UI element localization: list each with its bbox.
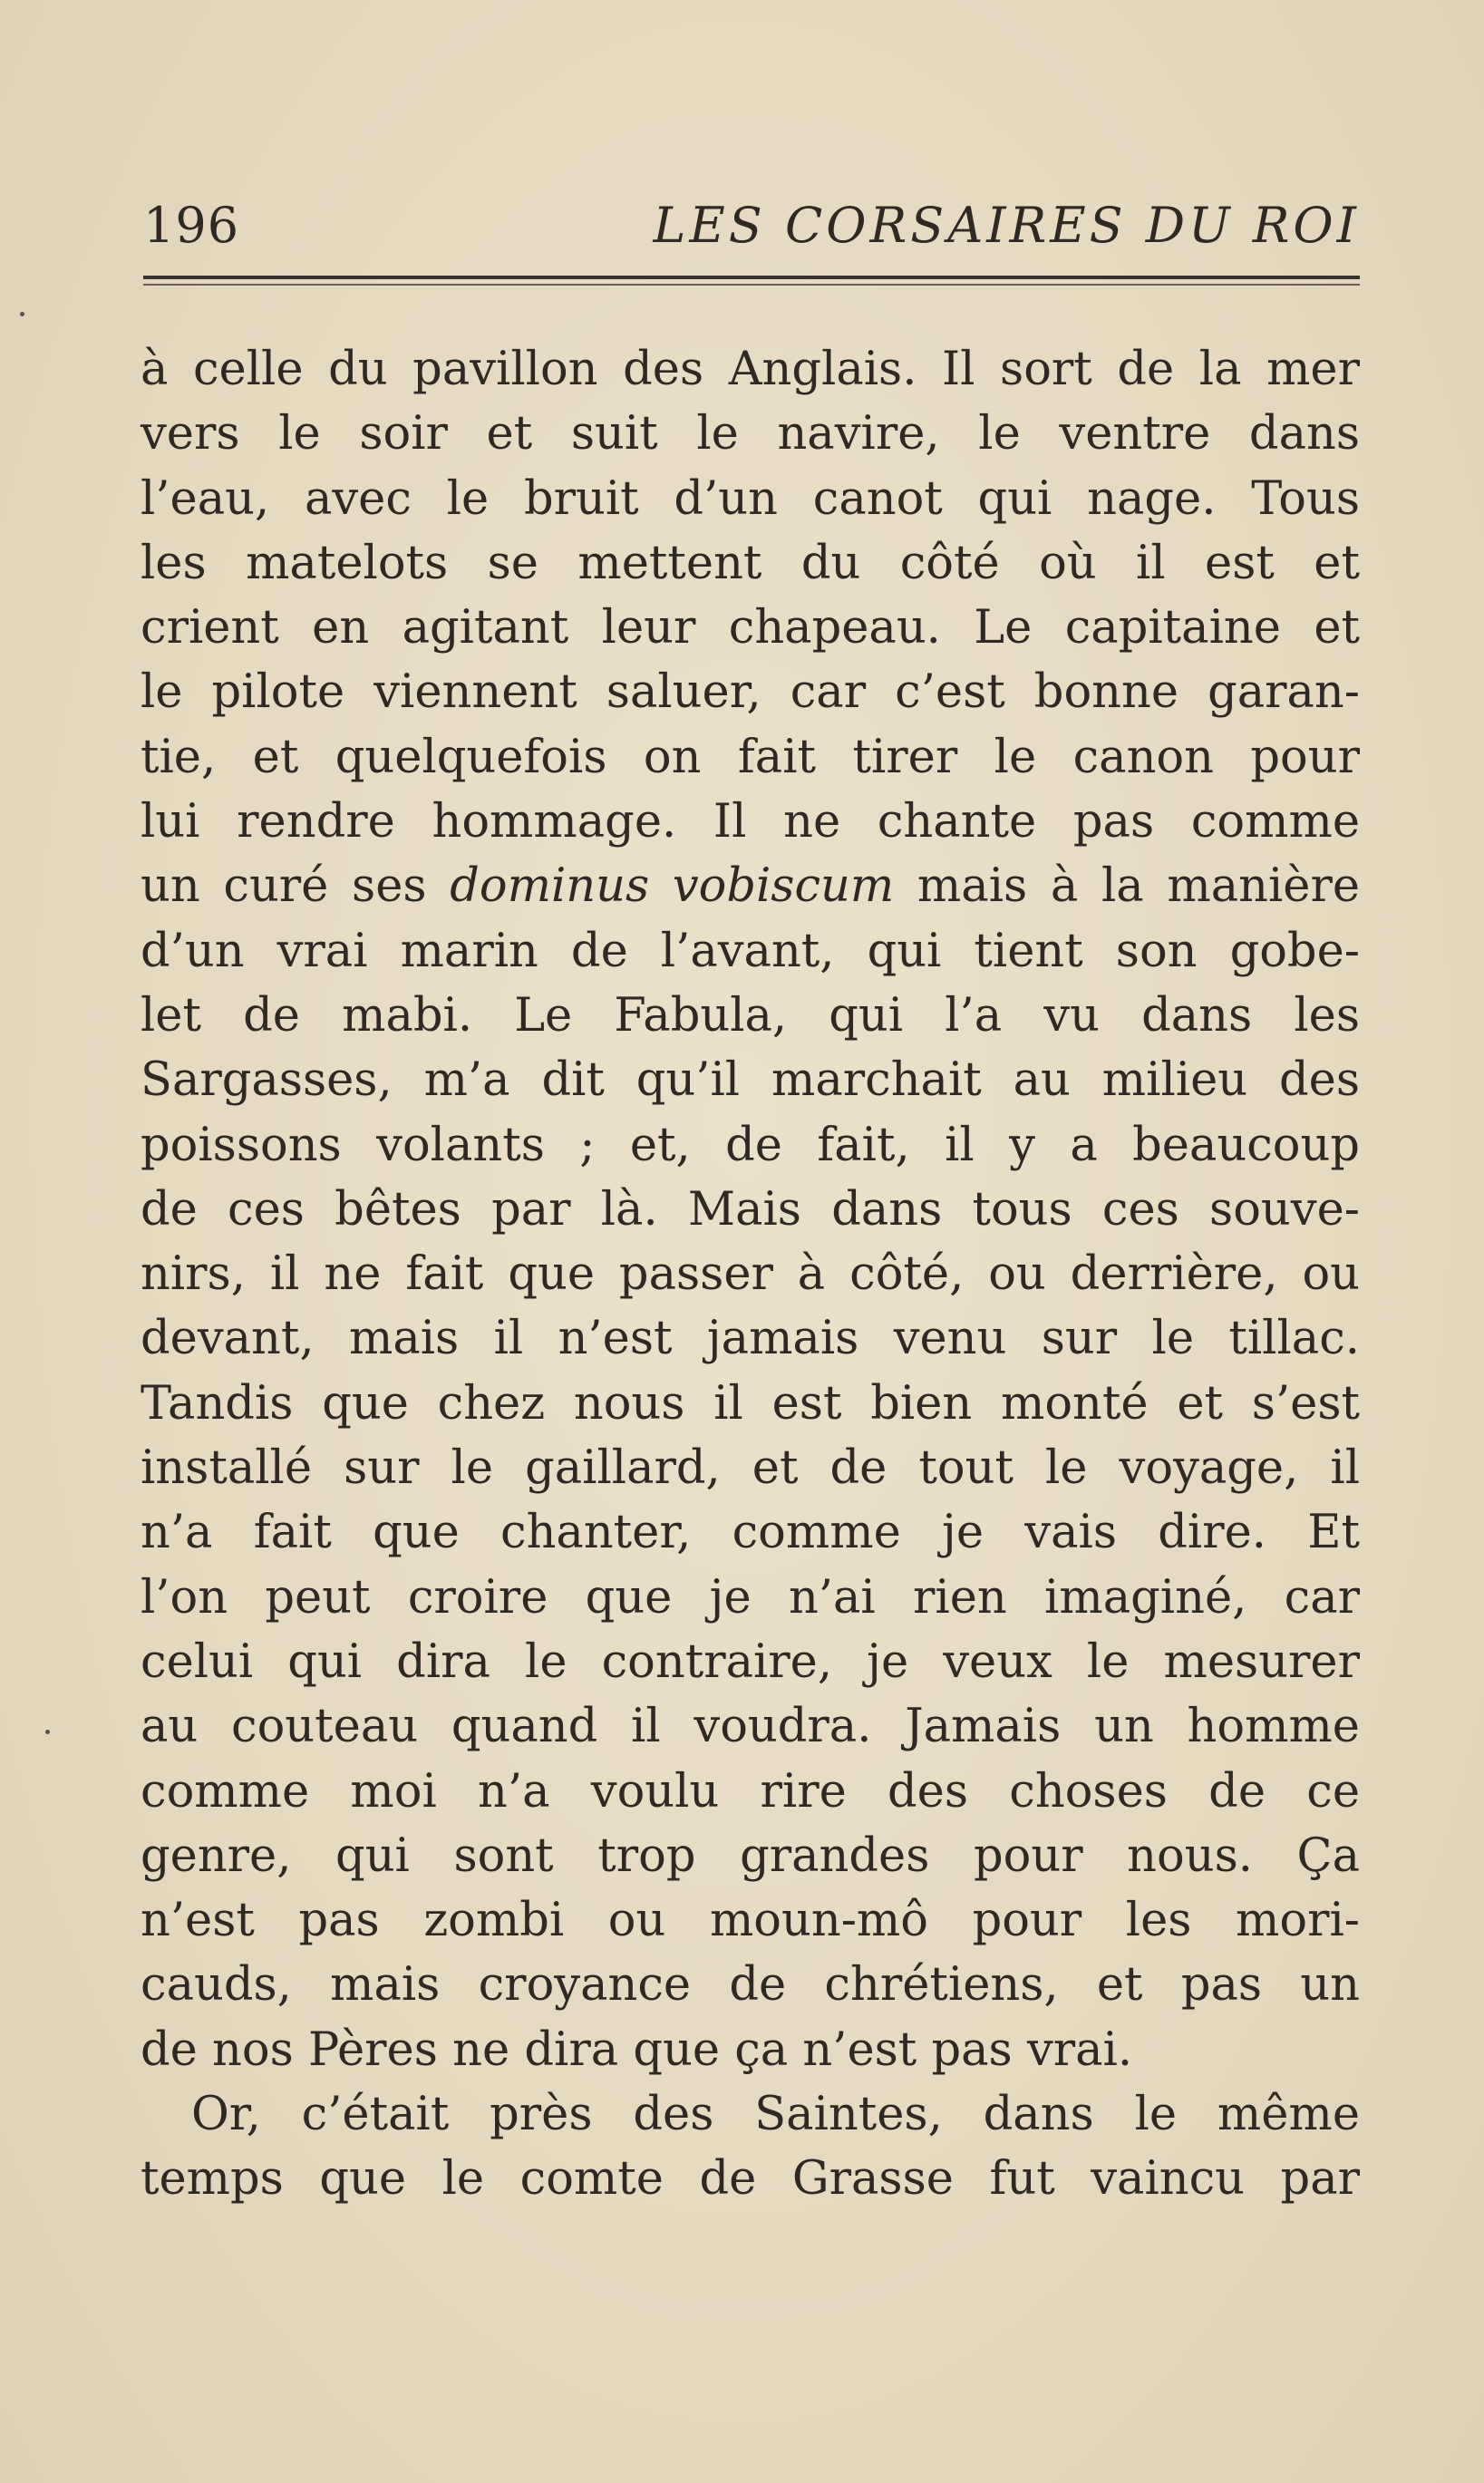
text-line: devant, mais il n’est jamais venu sur le tillac. [141,1312,1360,1366]
text-run: un curé ses [141,859,451,914]
text-line: d’un vrai marin de l’avant, qui tient son gobe- [141,924,1360,978]
text-line: let de mabi. Le Fabula, qui l’a vu dans les [141,988,1360,1043]
body-text [141,337,1360,2212]
text-line: installé sur le gaillard, et de tout le voyage, il [141,1441,1360,1496]
text-line: vers le soir et suit le navire, le ventre dans [141,407,1360,461]
header-rule-thin [143,284,1360,286]
text-line: à celle du pavillon des Anglais. Il sort de la mer [141,343,1360,396]
text-line-with-italic [141,854,1360,918]
text-line: le pilote viennent saluer, car c’est bonne garan- [141,665,1360,720]
text-line: celui qui dira le contraire, je veux le mesurer [141,1634,1360,1689]
page-number: 196 [143,197,240,254]
text-line: tie, et quelquefois on fait tirer le canon pour [141,730,1360,784]
paragraph-end-line: de nos Pères ne dira que ça n’est pas vrai. [141,2022,1133,2077]
text-line: temps que le comte de Grasse fut vaincu par [141,2152,1360,2207]
text-line: n’est pas zombi ou moun-mô pour les mori- [141,1894,1360,1948]
text-line: n’a fait que chanter, comme je vais dire. Et [141,1506,1360,1560]
header-rule [143,276,1360,279]
text-line: poissons volants ; et, de fait, il y a beaucoup [141,1118,1360,1172]
running-title: LES CORSAIRES DU ROI [653,197,1360,254]
text-line: cauds, mais croyance de chrétiens, et pas un [141,1958,1360,2013]
paragraph-start-line: Or, c’était près des Saintes, dans le même [191,2088,1360,2142]
paper-speck [20,312,24,316]
page-header [143,194,1360,257]
text-line: genre, qui sont trop grandes pour nous. Ça [141,1828,1360,1883]
text-line: de ces bêtes par là. Mais dans tous ces souve- [141,1182,1360,1237]
text-line: Sargasses, m’a dit qu’il marchait au milieu des [141,1053,1360,1108]
text-line: lui rendre hommage. Il ne chante pas comme [141,795,1360,849]
text-line: l’on peut croire que je n’ai rien imaginé, car [141,1570,1360,1625]
text-line: Tandis que chez nous il est bien monté et s’est [141,1376,1360,1431]
text-line: crient en agitant leur chapeau. Le capitaine et [141,601,1360,655]
text-line: l’eau, avec le bruit d’un canot qui nage. Tous [141,471,1360,526]
text-line: au couteau quand il voudra. Jamais un homme [141,1700,1360,1754]
italic-phrase: dominus vobiscum [450,859,895,914]
text-line: les matelots se mettent du côté où il est et [141,536,1360,590]
text-line: nirs, il ne fait que passer à côté, ou derrière, ou [141,1247,1360,1302]
paper-speck [45,1730,50,1734]
text-run: mais à la manière [894,859,1361,914]
text-line: comme moi n’a voulu rire des choses de ce [141,1764,1360,1819]
